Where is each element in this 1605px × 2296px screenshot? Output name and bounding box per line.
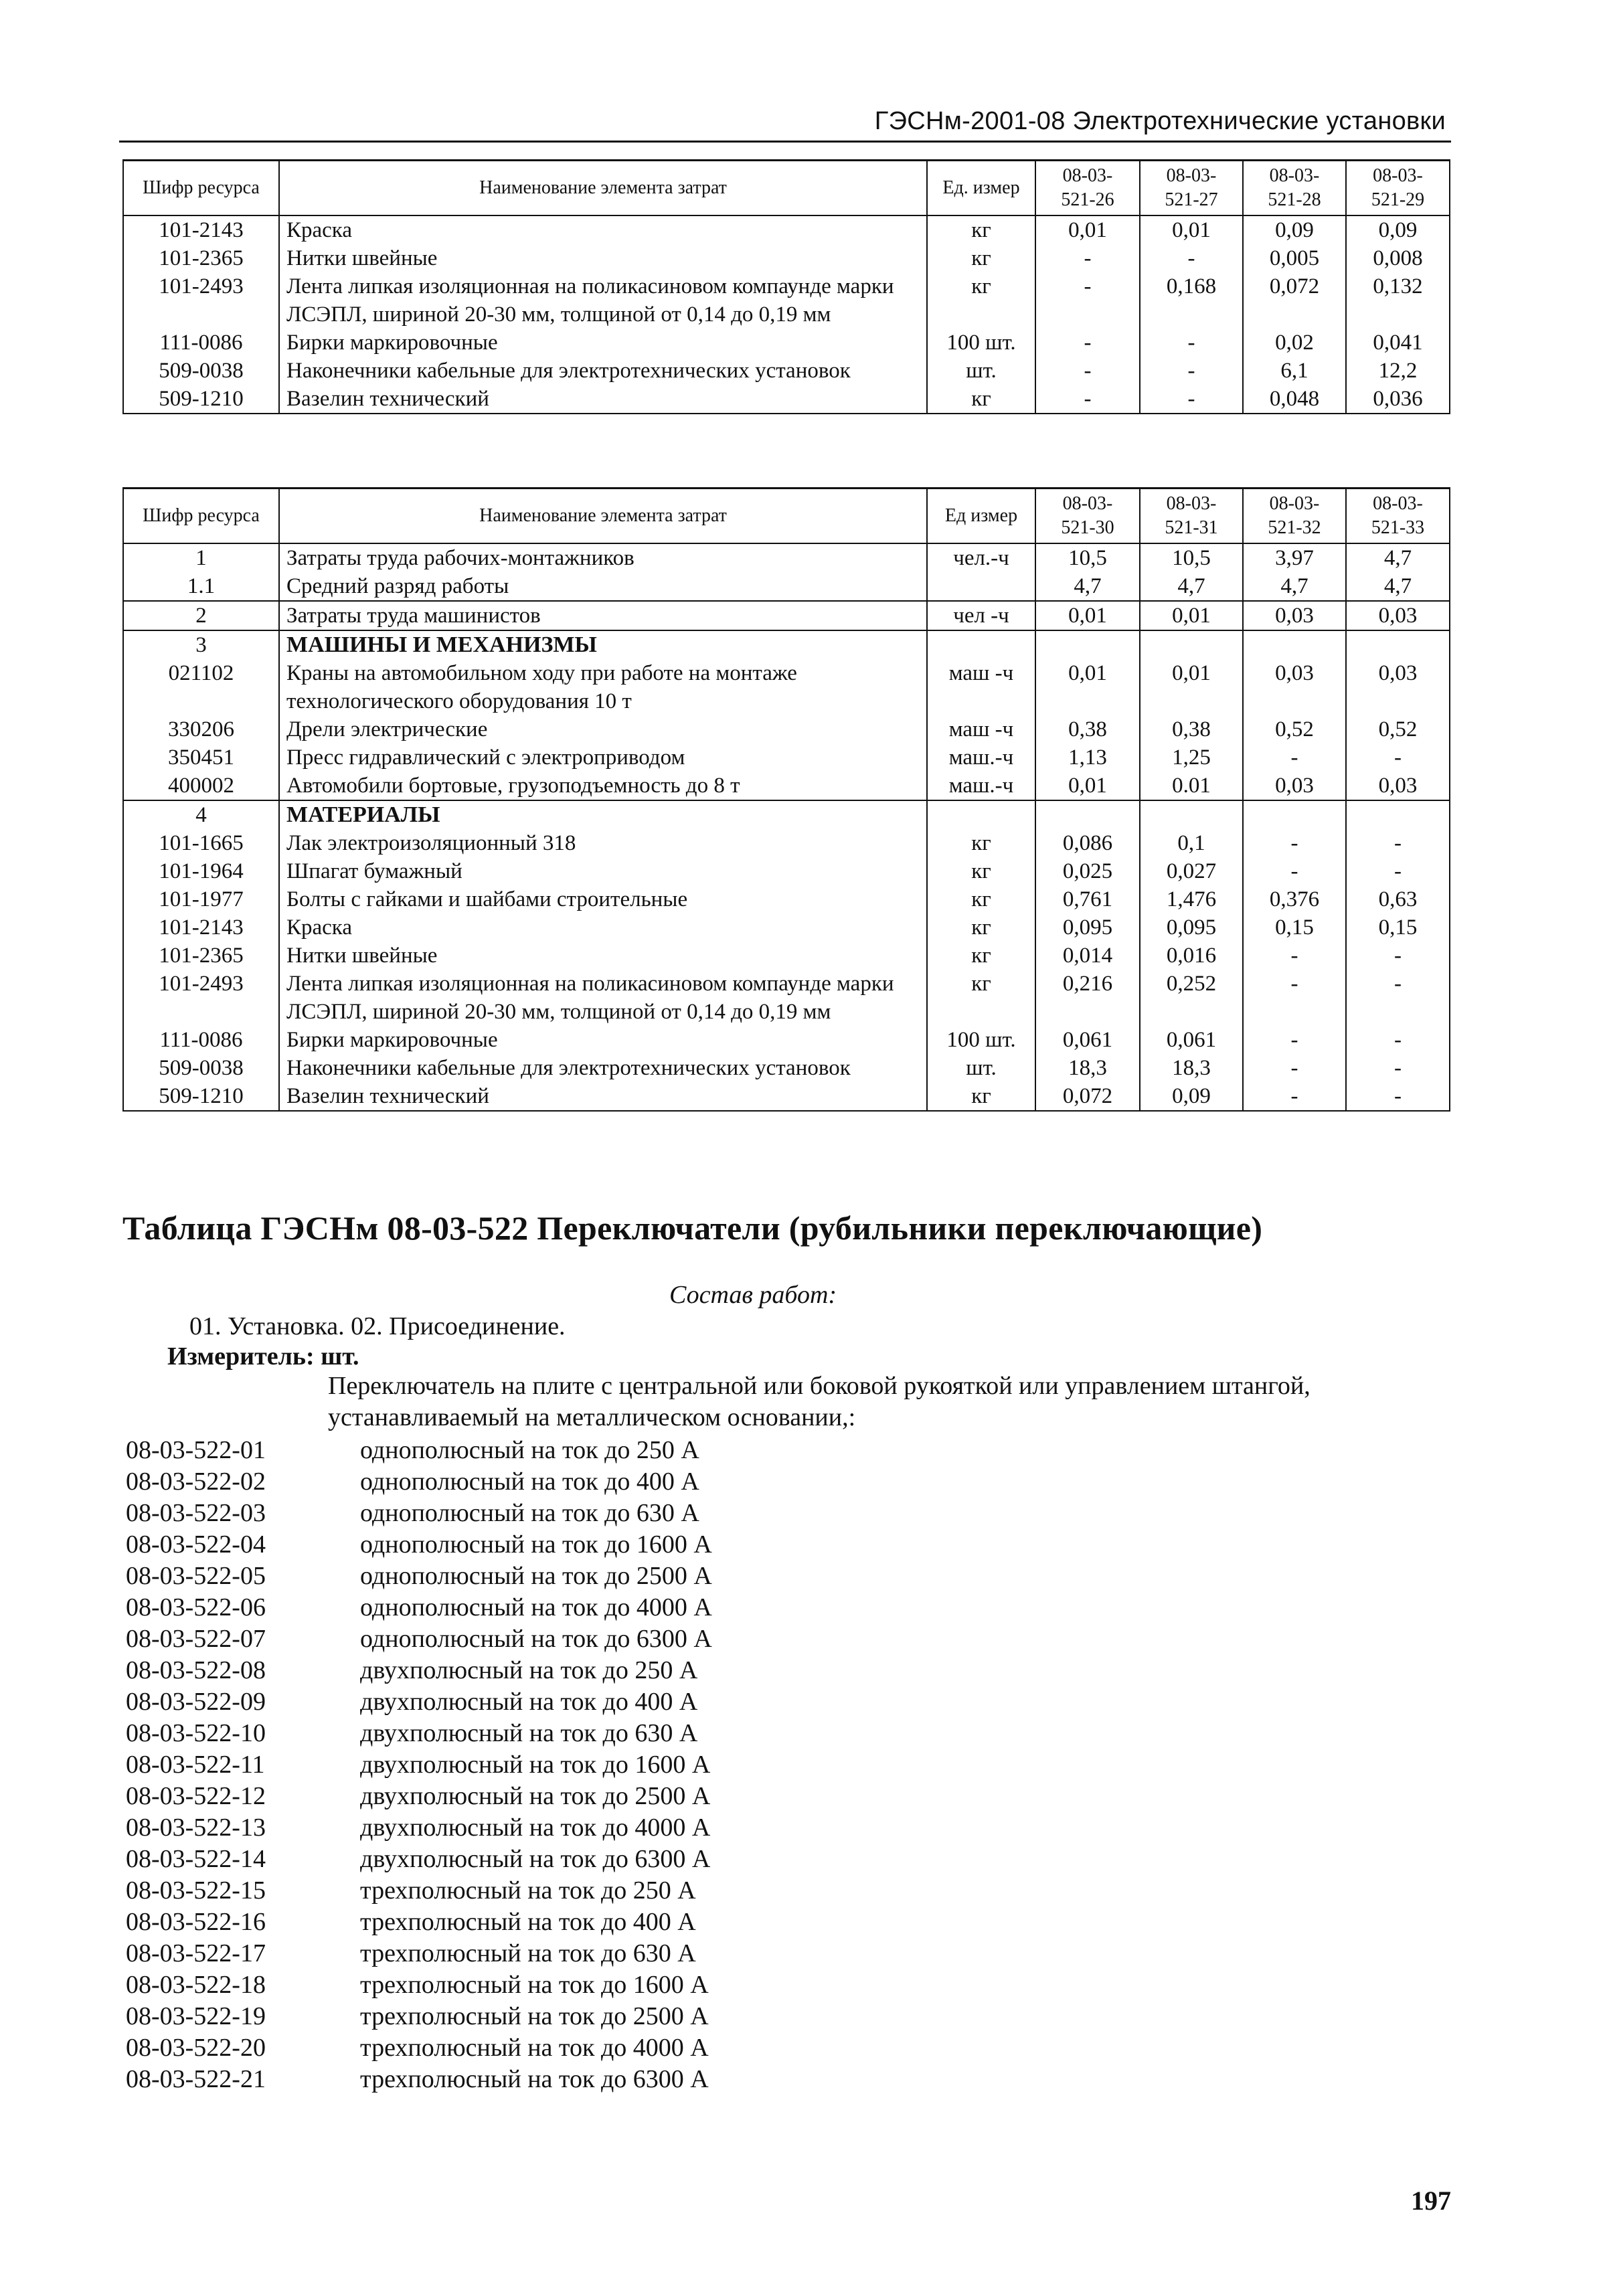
resource-code: 509-0038 xyxy=(123,1054,279,1082)
value-cell: 0,01 xyxy=(1035,772,1140,800)
value-cell: - xyxy=(1140,357,1243,385)
item-description: однополюсный на ток до 6300 А xyxy=(360,1625,712,1653)
value-cell xyxy=(1035,630,1140,659)
item-code: 08-03-522-10 xyxy=(126,1719,266,1747)
list-item xyxy=(126,1938,712,1969)
resource-name: МАТЕРИАЛЫ xyxy=(279,800,927,829)
item-code: 08-03-522-09 xyxy=(126,1688,266,1716)
resource-name: Дрели электрические xyxy=(279,715,927,743)
item-code: 08-03-522-19 xyxy=(126,2002,266,2030)
value-cell: 0,15 xyxy=(1346,913,1450,942)
unit-cell: кг xyxy=(927,1082,1035,1111)
table-row xyxy=(123,385,1450,414)
value-cell: 0,027 xyxy=(1140,857,1243,885)
unit-cell: маш -ч xyxy=(927,659,1035,715)
item-code: 08-03-522-17 xyxy=(126,1939,266,1967)
unit-cell: 100 шт. xyxy=(927,329,1035,357)
list-item xyxy=(126,1875,712,1907)
resource-name: Шпагат бумажный xyxy=(279,857,927,885)
measure-unit: Измеритель: шт. xyxy=(167,1342,359,1371)
resource-code: 1 xyxy=(123,543,279,572)
item-description: однополюсный на ток до 400 А xyxy=(360,1468,699,1496)
value-cell: 0,01 xyxy=(1140,215,1243,244)
value-cell: 0,036 xyxy=(1346,385,1450,414)
table-header-row xyxy=(123,161,1450,216)
table-row xyxy=(123,630,1450,659)
unit-cell: маш.-ч xyxy=(927,772,1035,800)
value-cell: 10,5 xyxy=(1035,543,1140,572)
unit-cell: чел -ч xyxy=(927,601,1035,630)
item-description: двухполюсный на ток до 2500 А xyxy=(360,1782,711,1810)
table-row xyxy=(123,1082,1450,1111)
list-item xyxy=(126,1969,712,2001)
resource-name: Лента липкая изоляционная на поликасиновом компаунде марки ЛСЭПЛ, шириной 20-30 мм, толщиной от 0,14 до 0,19 мм xyxy=(279,272,927,329)
item-description: двухполюсный на ток до 6300 А xyxy=(360,1845,711,1873)
value-cell: - xyxy=(1243,942,1346,970)
item-code: 08-03-522-02 xyxy=(126,1468,266,1496)
item-description: однополюсный на ток до 4000 А xyxy=(360,1593,712,1621)
item-description: двухполюсный на ток до 250 А xyxy=(360,1656,698,1684)
value-cell: 0,095 xyxy=(1140,913,1243,942)
resource-name: Вазелин технический xyxy=(279,1082,927,1111)
unit-cell xyxy=(927,572,1035,601)
value-cell: 0,03 xyxy=(1243,659,1346,715)
value-cell: - xyxy=(1140,244,1243,272)
unit-cell xyxy=(927,800,1035,829)
header-cell: Ед измер xyxy=(927,489,1035,544)
table-row xyxy=(123,885,1450,913)
running-header xyxy=(119,107,1451,143)
value-cell: - xyxy=(1243,970,1346,1026)
value-cell: 0,376 xyxy=(1243,885,1346,913)
value-cell: 0,008 xyxy=(1346,244,1450,272)
item-description: трехполюсный на ток до 630 А xyxy=(360,1939,696,1967)
value-cell: - xyxy=(1346,970,1450,1026)
item-code: 08-03-522-06 xyxy=(126,1593,266,1621)
table-row xyxy=(123,772,1450,800)
value-cell: - xyxy=(1035,357,1140,385)
resource-code: 111-0086 xyxy=(123,1026,279,1054)
resource-code: 101-1964 xyxy=(123,857,279,885)
unit-cell: шт. xyxy=(927,357,1035,385)
value-cell: 0,03 xyxy=(1346,772,1450,800)
list-item xyxy=(126,1718,712,1749)
value-cell xyxy=(1346,630,1450,659)
unit-cell: кг xyxy=(927,970,1035,1026)
resource-table-521-30-33 xyxy=(122,487,1450,1112)
value-cell: 10,5 xyxy=(1140,543,1243,572)
item-description: трехполюсный на ток до 6300 А xyxy=(360,2065,709,2093)
resource-code: 350451 xyxy=(123,743,279,772)
item-description: однополюсный на ток до 250 А xyxy=(360,1436,699,1464)
resource-code: 101-2493 xyxy=(123,272,279,329)
unit-cell: кг xyxy=(927,829,1035,857)
value-cell: 0,061 xyxy=(1140,1026,1243,1054)
value-cell: 0,03 xyxy=(1346,659,1450,715)
value-cell: 4,7 xyxy=(1346,572,1450,601)
item-code: 08-03-522-05 xyxy=(126,1562,266,1590)
resource-table-521-26-29 xyxy=(122,159,1450,414)
item-description: однополюсный на ток до 1600 А xyxy=(360,1530,712,1559)
table-row xyxy=(123,800,1450,829)
value-cell: 0,52 xyxy=(1243,715,1346,743)
header-cell: 08-03- 521-26 xyxy=(1035,161,1140,216)
header-cell: Наименование элемента затрат xyxy=(279,161,927,216)
unit-cell: кг xyxy=(927,272,1035,329)
resource-name: Краска xyxy=(279,913,927,942)
list-item xyxy=(126,1655,712,1686)
value-cell: - xyxy=(1140,329,1243,357)
value-cell: 0,005 xyxy=(1243,244,1346,272)
table-522-title: Таблица ГЭСНм 08-03-522 Переключатели (рубильники переключающие) xyxy=(122,1209,1263,1247)
table-row xyxy=(123,244,1450,272)
unit-cell: маш -ч xyxy=(927,715,1035,743)
value-cell: - xyxy=(1243,1054,1346,1082)
table-row xyxy=(123,743,1450,772)
unit-cell: кг xyxy=(927,913,1035,942)
item-description: трехполюсный на ток до 1600 А xyxy=(360,1971,709,1999)
value-cell: - xyxy=(1140,385,1243,414)
table-row xyxy=(123,857,1450,885)
header-cell: 08-03- 521-27 xyxy=(1140,161,1243,216)
resource-code: 2 xyxy=(123,601,279,630)
value-cell: 0,01 xyxy=(1035,215,1140,244)
unit-cell: кг xyxy=(927,244,1035,272)
list-item xyxy=(126,1686,712,1718)
header-cell: Шифр ресурса xyxy=(123,489,279,544)
value-cell: 0,048 xyxy=(1243,385,1346,414)
item-code: 08-03-522-14 xyxy=(126,1845,266,1873)
item-code: 08-03-522-18 xyxy=(126,1971,266,1999)
value-cell: 0,016 xyxy=(1140,942,1243,970)
table-row xyxy=(123,913,1450,942)
item-description: двухполюсный на ток до 630 А xyxy=(360,1719,698,1747)
table-row xyxy=(123,272,1450,329)
list-item xyxy=(126,1592,712,1623)
unit-cell: кг xyxy=(927,857,1035,885)
header-cell: Шифр ресурса xyxy=(123,161,279,216)
value-cell: 0,01 xyxy=(1035,601,1140,630)
value-cell: 4,7 xyxy=(1035,572,1140,601)
table-row xyxy=(123,601,1450,630)
list-item xyxy=(126,1907,712,1938)
list-item xyxy=(126,1435,712,1466)
header-cell: 08-03- 521-29 xyxy=(1346,161,1450,216)
item-description: трехполюсный на ток до 2500 А xyxy=(360,2002,709,2030)
value-cell xyxy=(1140,630,1243,659)
value-cell: 0,1 xyxy=(1140,829,1243,857)
value-cell: 0,02 xyxy=(1243,329,1346,357)
header-cell: 08-03- 521-33 xyxy=(1346,489,1450,544)
page-number: 197 xyxy=(1411,2186,1451,2216)
value-cell: - xyxy=(1243,1026,1346,1054)
value-cell: - xyxy=(1035,244,1140,272)
item-description: двухполюсный на ток до 1600 А xyxy=(360,1751,711,1779)
item-code: 08-03-522-15 xyxy=(126,1876,266,1905)
value-cell: - xyxy=(1346,1054,1450,1082)
resource-code: 3 xyxy=(123,630,279,659)
item-code: 08-03-522-01 xyxy=(126,1436,266,1464)
item-code: 08-03-522-11 xyxy=(126,1751,265,1779)
unit-cell: кг xyxy=(927,885,1035,913)
value-cell: 18,3 xyxy=(1140,1054,1243,1082)
value-cell xyxy=(1243,800,1346,829)
resource-name: Болты с гайками и шайбами строительные xyxy=(279,885,927,913)
resource-code: 101-2493 xyxy=(123,970,279,1026)
header-cell: 08-03- 521-31 xyxy=(1140,489,1243,544)
item-code: 08-03-522-07 xyxy=(126,1625,266,1653)
resource-code: 4 xyxy=(123,800,279,829)
list-item xyxy=(126,2001,712,2032)
resource-name: Лак электроизоляционный 318 xyxy=(279,829,927,857)
resource-name: Бирки маркировочные xyxy=(279,1026,927,1054)
item-code: 08-03-522-21 xyxy=(126,2065,266,2093)
unit-cell: кг xyxy=(927,215,1035,244)
value-cell: 0,38 xyxy=(1140,715,1243,743)
value-cell: 0,01 xyxy=(1035,659,1140,715)
table-row xyxy=(123,659,1450,715)
value-cell: 0.01 xyxy=(1140,772,1243,800)
value-cell: 0,03 xyxy=(1346,601,1450,630)
table-header-row xyxy=(123,489,1450,544)
value-cell: 1,13 xyxy=(1035,743,1140,772)
value-cell: - xyxy=(1346,1026,1450,1054)
item-list xyxy=(126,1435,712,2095)
unit-cell: 100 шт. xyxy=(927,1026,1035,1054)
header-cell: Наименование элемента затрат xyxy=(279,489,927,544)
unit-cell: маш.-ч xyxy=(927,743,1035,772)
item-description: трехполюсный на ток до 250 А xyxy=(360,1876,696,1905)
value-cell: - xyxy=(1035,329,1140,357)
value-cell: - xyxy=(1346,942,1450,970)
value-cell: 3,97 xyxy=(1243,543,1346,572)
value-cell: 0,09 xyxy=(1243,215,1346,244)
value-cell: 0,168 xyxy=(1140,272,1243,329)
resource-code: 101-2143 xyxy=(123,913,279,942)
resource-name: Средний разряд работы xyxy=(279,572,927,601)
value-cell: 0,63 xyxy=(1346,885,1450,913)
value-cell: 0,52 xyxy=(1346,715,1450,743)
resource-code: 021102 xyxy=(123,659,279,715)
item-description: трехполюсный на ток до 4000 А xyxy=(360,2034,709,2062)
table-row xyxy=(123,572,1450,601)
resource-code: 1.1 xyxy=(123,572,279,601)
value-cell: 0,216 xyxy=(1035,970,1140,1026)
list-item xyxy=(126,1781,712,1812)
resource-name: Краска xyxy=(279,215,927,244)
item-description: однополюсный на ток до 630 А xyxy=(360,1499,699,1527)
item-description: однополюсный на ток до 2500 А xyxy=(360,1562,712,1590)
table-row xyxy=(123,970,1450,1026)
item-code: 08-03-522-20 xyxy=(126,2034,266,2062)
item-code: 08-03-522-12 xyxy=(126,1782,266,1810)
value-cell: 0,09 xyxy=(1346,215,1450,244)
list-item xyxy=(126,1466,712,1498)
value-cell: 0,061 xyxy=(1035,1026,1140,1054)
unit-cell xyxy=(927,630,1035,659)
value-cell: 0,761 xyxy=(1035,885,1140,913)
table-row xyxy=(123,715,1450,743)
table-row xyxy=(123,1054,1450,1082)
header-title: ГЭСНм-2001-08 Электротехнические установки xyxy=(874,107,1446,135)
resource-name: Затраты труда рабочих-монтажников xyxy=(279,543,927,572)
list-item xyxy=(126,1844,712,1875)
value-cell: 12,2 xyxy=(1346,357,1450,385)
resource-name: Наконечники кабельные для электротехнических установок xyxy=(279,357,927,385)
value-cell xyxy=(1035,800,1140,829)
resource-name: Пресс гидравлический с электроприводом xyxy=(279,743,927,772)
resource-name: Бирки маркировочные xyxy=(279,329,927,357)
value-cell: 0,03 xyxy=(1243,601,1346,630)
value-cell: - xyxy=(1346,829,1450,857)
value-cell: - xyxy=(1346,1082,1450,1111)
composition-heading: Состав работ: xyxy=(669,1281,837,1309)
item-code: 08-03-522-16 xyxy=(126,1908,266,1936)
item-code: 08-03-522-04 xyxy=(126,1530,266,1559)
resource-code: 101-2365 xyxy=(123,244,279,272)
resource-name: Нитки швейные xyxy=(279,244,927,272)
table-row xyxy=(123,357,1450,385)
value-cell: 0,041 xyxy=(1346,329,1450,357)
resource-name: Вазелин технический xyxy=(279,385,927,414)
resource-code: 509-0038 xyxy=(123,357,279,385)
unit-cell: шт. xyxy=(927,1054,1035,1082)
resource-name: МАШИНЫ И МЕХАНИЗМЫ xyxy=(279,630,927,659)
value-cell: - xyxy=(1243,829,1346,857)
value-cell: 0,014 xyxy=(1035,942,1140,970)
value-cell: 1,25 xyxy=(1140,743,1243,772)
value-cell: 4,7 xyxy=(1346,543,1450,572)
value-cell: 0,15 xyxy=(1243,913,1346,942)
value-cell: 0,09 xyxy=(1140,1082,1243,1111)
item-code: 08-03-522-13 xyxy=(126,1814,266,1842)
value-cell: 0,086 xyxy=(1035,829,1140,857)
list-item xyxy=(126,1812,712,1844)
resource-code: 101-2365 xyxy=(123,942,279,970)
table-row xyxy=(123,329,1450,357)
resource-name: Наконечники кабельные для электротехнических установок xyxy=(279,1054,927,1082)
value-cell: 1,476 xyxy=(1140,885,1243,913)
resource-code: 101-1665 xyxy=(123,829,279,857)
table-row xyxy=(123,543,1450,572)
value-cell: - xyxy=(1346,857,1450,885)
value-cell xyxy=(1140,800,1243,829)
resource-code: 101-1977 xyxy=(123,885,279,913)
resource-code: 101-2143 xyxy=(123,215,279,244)
value-cell: 0,025 xyxy=(1035,857,1140,885)
table-row xyxy=(123,829,1450,857)
value-cell: 0,03 xyxy=(1243,772,1346,800)
value-cell: 0,01 xyxy=(1140,659,1243,715)
value-cell: 4,7 xyxy=(1243,572,1346,601)
list-item xyxy=(126,1529,712,1561)
value-cell: 0,072 xyxy=(1243,272,1346,329)
value-cell: 0,252 xyxy=(1140,970,1243,1026)
resource-code: 509-1210 xyxy=(123,1082,279,1111)
value-cell: 0,132 xyxy=(1346,272,1450,329)
header-cell: 08-03- 521-28 xyxy=(1243,161,1346,216)
list-item xyxy=(126,2064,712,2095)
resource-name: Лента липкая изоляционная на поликасиновом компаунде марки ЛСЭПЛ, шириной 20-30 мм, толщиной от 0,14 до 0,19 мм xyxy=(279,970,927,1026)
resource-name: Краны на автомобильном ходу при работе на монтаже технологического оборудования 10 т xyxy=(279,659,927,715)
resource-code: 330206 xyxy=(123,715,279,743)
header-cell: 08-03- 521-30 xyxy=(1035,489,1140,544)
resource-code: 509-1210 xyxy=(123,385,279,414)
value-cell: 0,01 xyxy=(1140,601,1243,630)
table-row xyxy=(123,1026,1450,1054)
value-cell: - xyxy=(1035,272,1140,329)
value-cell: - xyxy=(1346,743,1450,772)
list-item xyxy=(126,1749,712,1781)
resource-name: Автомобили бортовые, грузоподъемность до 8 т xyxy=(279,772,927,800)
list-item xyxy=(126,2032,712,2064)
value-cell: - xyxy=(1243,857,1346,885)
value-cell: 0,095 xyxy=(1035,913,1140,942)
composition-text: 01. Установка. 02. Присоединение. xyxy=(189,1312,566,1340)
resource-code: 400002 xyxy=(123,772,279,800)
table-row xyxy=(123,942,1450,970)
unit-cell: чел.-ч xyxy=(927,543,1035,572)
table-row xyxy=(123,215,1450,244)
header-cell: 08-03- 521-32 xyxy=(1243,489,1346,544)
resource-code: 111-0086 xyxy=(123,329,279,357)
value-cell: - xyxy=(1035,385,1140,414)
unit-cell: кг xyxy=(927,942,1035,970)
list-item xyxy=(126,1623,712,1655)
resource-name: Затраты труда машинистов xyxy=(279,601,927,630)
value-cell xyxy=(1346,800,1450,829)
item-intro: Переключатель на плите с центральной или боковой рукояткой или управлением штангой, устанавливаемый на металлическом основании,: xyxy=(328,1372,1311,1431)
unit-cell: кг xyxy=(927,385,1035,414)
value-cell xyxy=(1243,630,1346,659)
list-item xyxy=(126,1561,712,1592)
item-description: двухполюсный на ток до 4000 А xyxy=(360,1814,711,1842)
value-cell: 0,072 xyxy=(1035,1082,1140,1111)
item-description: трехполюсный на ток до 400 А xyxy=(360,1908,696,1936)
list-item xyxy=(126,1498,712,1529)
item-code: 08-03-522-08 xyxy=(126,1656,266,1684)
resource-name: Нитки швейные xyxy=(279,942,927,970)
value-cell: 4,7 xyxy=(1140,572,1243,601)
value-cell: - xyxy=(1243,1082,1346,1111)
value-cell: 6,1 xyxy=(1243,357,1346,385)
item-code: 08-03-522-03 xyxy=(126,1499,266,1527)
header-cell: Ед. измер xyxy=(927,161,1035,216)
item-description: двухполюсный на ток до 400 А xyxy=(360,1688,698,1716)
value-cell: 0,38 xyxy=(1035,715,1140,743)
value-cell: 18,3 xyxy=(1035,1054,1140,1082)
value-cell: - xyxy=(1243,743,1346,772)
